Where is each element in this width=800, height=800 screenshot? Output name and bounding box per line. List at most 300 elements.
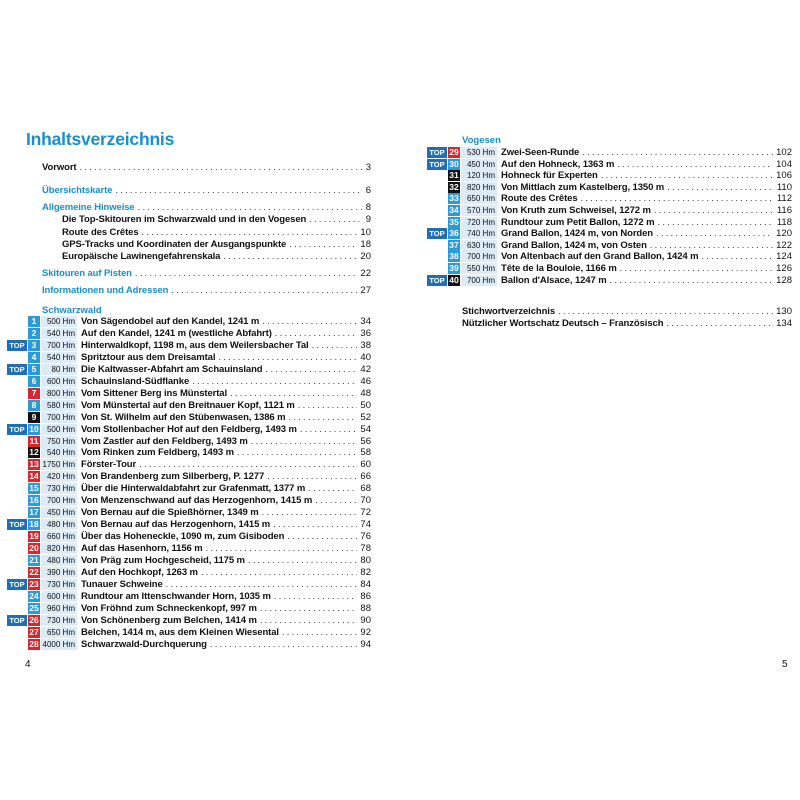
entry-label: Von Bernau auf das Herzogenhorn, 1415 m [81,519,273,531]
entry-label: Auf das Hasenhorn, 1156 m [81,543,206,555]
entry-label: Förster-Tour [81,459,139,471]
dot-leader [666,318,773,330]
entry-label: Vom Stollenbacher Hof auf den Feldberg, 1493 m [81,424,300,436]
dot-leader [312,340,358,352]
toc-leader-line [81,567,371,579]
tour-entry[interactable] [420,217,792,229]
toc-leader-line [462,306,792,318]
tour-entry[interactable] [0,388,371,400]
page-title: Inhaltsverzeichnis [26,129,175,149]
dot-leader [287,531,357,543]
tour-title-line [81,543,371,555]
tour-entry[interactable] [420,275,792,287]
tour-number-badge: 30 [449,158,459,169]
entry-page-number: 82 [357,567,371,579]
elevation-gain: 120 Hm [461,170,497,181]
elevation-gain: 580 Hm [41,400,77,411]
dot-leader [201,567,358,579]
entry-page-number: 52 [357,412,371,424]
entry-label: Hinterwaldkopf, 1198 m, aus dem Weilersbacher Tal [81,340,312,352]
top-badge: TOP [427,275,447,286]
elevation-gain: 730 Hm [41,483,77,494]
page-number-left: 4 [25,659,31,670]
toc-leader-line [501,205,792,217]
entry-label: Skitouren auf Pisten [42,268,135,280]
elevation-gain: 960 Hm [41,603,77,614]
top-badge: TOP [427,228,447,239]
toc-leader-line [81,364,371,376]
tour-entry[interactable] [0,376,371,388]
entry-page-number: 94 [357,639,371,651]
tour-entry[interactable] [420,251,792,263]
elevation-gain: 820 Hm [41,543,77,554]
toc-leader-line [81,507,371,519]
entry-page-number: 76 [357,531,371,543]
dot-leader [267,471,357,483]
dot-leader [115,185,362,197]
entry-page-number: 120 [773,228,792,240]
tour-entry[interactable] [420,170,792,182]
elevation-gain: 600 Hm [41,591,77,602]
tour-title-line [81,639,371,651]
entry-label: Schwarzwald-Durchquerung [81,639,210,651]
dot-leader [289,239,357,251]
tour-entry[interactable] [0,567,371,579]
entry-page-number: 66 [357,471,371,483]
tour-entry[interactable] [420,182,792,194]
tour-entry[interactable] [420,159,792,171]
top-badge: TOP [7,615,27,626]
elevation-gain: 700 Hm [461,275,497,286]
tour-title-line [81,579,371,591]
entry-page-number: 46 [357,376,371,388]
toc-leader-line [81,579,371,591]
tour-number-badge: 21 [29,555,39,565]
dot-leader [138,202,363,214]
entry-page-number: 102 [773,147,792,159]
dot-leader [581,193,774,205]
elevation-gain: 540 Hm [41,447,77,458]
dot-leader [656,228,773,240]
tour-title-line [81,412,371,424]
toc-entry[interactable] [62,239,371,251]
dot-leader [308,483,357,495]
toc-leader-line [501,240,792,252]
toc-leader-line [42,285,371,297]
entry-label: Vom Sittener Berg ins Münstertal [81,388,230,400]
tour-number-badge: 39 [449,263,459,273]
tour-title-line [81,495,371,507]
tour-number-badge: 38 [449,251,459,262]
tour-entry[interactable] [0,627,371,639]
entry-page-number: 9 [363,214,371,226]
tour-entry[interactable] [0,364,371,376]
tour-number-badge: 31 [449,170,459,181]
entry-label: Von Mittlach zum Kastelberg, 1350 m [501,182,667,194]
toc-leader-line [501,193,792,205]
toc-leader-line [81,352,371,364]
entry-page-number: 112 [774,193,792,205]
toc-leader-line [501,147,792,159]
tour-entry[interactable] [420,240,792,252]
tour-entry[interactable] [420,147,792,159]
toc-leader-line [42,185,371,197]
tour-entry[interactable] [0,579,371,591]
dot-leader [266,364,358,376]
elevation-gain: 420 Hm [41,471,77,482]
entry-label: Vom Zastler auf den Feldberg, 1493 m [81,436,251,448]
toc-leader-line [81,495,371,507]
entry-page-number: 128 [773,275,792,287]
elevation-gain: 480 Hm [41,519,77,530]
dot-leader [248,555,358,567]
toc-leader-line [81,627,371,639]
toc-entry[interactable] [462,318,792,330]
top-badge: TOP [427,147,447,158]
tour-title-line [81,507,371,519]
entry-page-number: 134 [773,318,792,330]
tour-number-badge: 20 [29,543,39,554]
elevation-gain: 570 Hm [461,205,497,216]
dot-leader [620,263,773,275]
entry-label: Ballon d'Alsace, 1247 m [501,275,610,287]
toc-leader-line [62,239,371,251]
entry-page-number: 27 [357,285,371,297]
elevation-gain: 80 Hm [41,364,77,375]
dot-leader [298,400,358,412]
toc-leader-line [462,318,792,330]
tour-title-line [81,352,371,364]
tour-number-badge: 28 [29,638,39,649]
tour-number-badge: 13 [29,459,39,470]
entry-label: Von Fröhnd zum Schneckenkopf, 997 m [81,603,260,615]
dot-leader [582,147,773,159]
elevation-gain: 390 Hm [41,567,77,578]
tour-entry[interactable] [0,424,371,436]
tour-title-line [501,228,792,240]
entry-label: Nützlicher Wortschatz Deutsch – Französisch [462,318,666,330]
tour-number-badge: 3 [28,340,40,351]
tour-entry[interactable] [0,447,371,459]
tour-number-badge: 8 [28,400,40,411]
tour-number-badge: 18 [29,519,39,530]
toc-leader-line [81,316,371,328]
tour-number-badge: 34 [449,205,459,215]
tour-entry[interactable] [0,531,371,543]
entry-label: Auf den Hohneck, 1363 m [501,159,617,171]
tour-entry[interactable] [0,615,371,627]
tour-entry[interactable] [0,316,371,328]
toc-leader-line [81,400,371,412]
tour-title-line [501,251,792,263]
entry-page-number: 78 [357,543,371,555]
entry-page-number: 34 [357,316,371,328]
tour-entry[interactable] [0,603,371,615]
tour-number-badge: 1 [28,316,40,327]
tour-entry[interactable] [0,639,371,651]
section-title-vogesen: Vogesen [462,135,501,146]
tour-number-badge: 12 [29,447,39,458]
dot-leader [275,328,358,340]
tour-title-line [81,459,371,471]
tour-title-line [81,615,371,627]
tour-title-line [81,531,371,543]
tour-title-line [501,217,792,229]
entry-page-number: 56 [357,436,371,448]
entry-label: Von Schönenberg zum Belchen, 1414 m [81,615,260,627]
toc-leader-line [501,182,792,194]
tour-number-badge: 25 [29,602,39,613]
tour-number-badge: 36 [449,228,459,239]
elevation-gain: 700 Hm [461,251,497,262]
toc-leader-line [501,170,792,182]
dot-leader [251,436,358,448]
entry-page-number: 6 [363,185,371,197]
tour-entry[interactable] [0,507,371,519]
entry-label: Über die Hinterwaldabfahrt zur Grafenmatt, 1377 m [81,483,308,495]
entry-label: Vom Rinken zum Feldberg, 1493 m [81,447,237,459]
tour-entry[interactable] [420,193,792,205]
tour-entry[interactable] [0,495,371,507]
toc-leader-line [81,376,371,388]
elevation-gain: 720 Hm [461,217,497,228]
entry-label: Spritztour aus dem Dreisamtal [81,352,218,364]
toc-leader-line [62,227,371,239]
entry-page-number: 122 [773,240,792,252]
toc-entry[interactable] [62,214,371,226]
elevation-gain: 530 Hm [461,147,497,158]
tour-entry[interactable] [0,483,371,495]
elevation-gain: 600 Hm [41,376,77,387]
entry-page-number: 68 [357,483,371,495]
tour-number-badge: 35 [449,216,459,227]
elevation-gain: 550 Hm [461,263,497,274]
toc-leader-line [81,471,371,483]
toc-leader-line [81,555,371,567]
tour-title-line [81,436,371,448]
elevation-gain: 730 Hm [41,615,77,626]
entry-label: GPS-Tracks und Koordinaten der Ausgangspunkte [62,239,289,251]
tour-number-badge: 6 [28,376,40,387]
top-badge: TOP [7,424,27,435]
toc-entry[interactable] [42,285,371,297]
tour-entry[interactable] [0,591,371,603]
tour-entry[interactable] [0,352,371,364]
tour-number-badge: 11 [29,435,39,446]
entry-label: Von Altenbach auf den Grand Ballon, 1424 m [501,251,701,263]
tour-entry[interactable] [0,543,371,555]
dot-leader [601,170,773,182]
toc-entry[interactable] [42,185,371,197]
dot-leader [171,285,357,297]
entry-label: Von Kruth zum Schweisel, 1272 m [501,205,654,217]
tour-number-badge: 16 [29,495,39,506]
tour-number-badge: 24 [29,590,39,601]
toc-entry[interactable] [62,227,371,239]
dot-leader [237,447,357,459]
entry-label: Von Präg zum Hochgescheid, 1175 m [81,555,248,567]
entry-label: Europäische Lawinengefahrenskala [62,251,223,263]
toc-leader-line [42,202,371,214]
toc-entry[interactable] [62,251,371,263]
dot-leader [218,352,357,364]
dot-leader [262,507,358,519]
entry-label: Route des Crêtes [62,227,142,239]
elevation-gain: 700 Hm [41,495,77,506]
entry-page-number: 54 [357,424,371,436]
tour-title-line [501,275,792,287]
entry-label: Auf den Hochkopf, 1263 m [81,567,201,579]
entry-label: Grand Ballon, 1424 m, von Osten [501,240,650,252]
elevation-gain: 450 Hm [41,507,77,518]
entry-page-number: 50 [357,400,371,412]
tour-title-line [81,388,371,400]
toc-leader-line [81,531,371,543]
elevation-gain: 740 Hm [461,228,497,239]
entry-label: Von Sägendobel auf den Kandel, 1241 m [81,316,262,328]
entry-page-number: 10 [357,227,371,239]
toc-leader-line [501,159,792,171]
elevation-gain: 660 Hm [41,531,77,542]
tour-title-line [81,471,371,483]
entry-page-number: 40 [357,352,371,364]
elevation-gain: 500 Hm [41,316,77,327]
tour-number-badge: 10 [29,423,39,434]
entry-page-number: 104 [773,159,792,171]
entry-label: Übersichtskarte [42,185,115,197]
right-page [400,0,800,800]
entry-page-number: 90 [357,615,371,627]
elevation-gain: 750 Hm [41,436,77,447]
tour-title-line [81,603,371,615]
tour-entry[interactable] [0,436,371,448]
toc-leader-line [81,483,371,495]
elevation-gain: 800 Hm [41,388,77,399]
entry-label: Auf den Kandel, 1241 m (westliche Abfahrt) [81,328,275,340]
entry-label: Allgemeine Hinweise [42,202,138,214]
entry-page-number: 38 [357,340,371,352]
elevation-gain: 500 Hm [41,424,77,435]
tour-number-badge: 5 [28,364,40,375]
tour-title-line [501,193,792,205]
elevation-gain: 700 Hm [41,412,77,423]
tour-title-line [81,447,371,459]
entry-label: Hohneck für Experten [501,170,601,182]
tour-title-line [81,400,371,412]
tour-number-badge: 37 [449,239,459,250]
entry-label: Von Menzenschwand auf das Herzogenhorn, 1415 m [81,495,315,507]
entry-label: Vorwort [42,162,80,174]
tour-title-line [81,424,371,436]
tour-entry[interactable] [0,471,371,483]
toc-leader-line [81,639,371,651]
tour-entry[interactable] [0,412,371,424]
entry-page-number: 8 [363,202,371,214]
tour-title-line [501,159,792,171]
tour-title-line [501,182,792,194]
entry-page-number: 84 [357,579,371,591]
elevation-gain: 540 Hm [41,352,77,363]
tour-entry[interactable] [0,340,371,352]
tour-title-line [81,328,371,340]
toc-leader-line [81,328,371,340]
entry-page-number: 126 [773,263,792,275]
tour-title-line [81,483,371,495]
toc-leader-line [501,228,792,240]
tour-entry[interactable] [420,228,792,240]
top-badge: TOP [7,364,27,375]
tour-number-badge: 33 [449,193,459,204]
tour-number-badge: 32 [449,181,459,192]
toc-leader-line [81,615,371,627]
toc-entry[interactable] [42,268,371,280]
dot-leader [610,275,774,287]
toc-leader-line [81,436,371,448]
entry-label: Rundtour zum Petit Ballon, 1272 m [501,217,657,229]
tour-title-line [501,240,792,252]
tour-entry[interactable] [0,328,371,340]
tour-title-line [81,376,371,388]
entry-label: Schauinsland-Südflanke [81,376,192,388]
entry-page-number: 18 [357,239,371,251]
tour-title-line [81,364,371,376]
entry-label: Von St. Wilhelm auf den Stübenwasen, 1386 m [81,412,288,424]
tour-entry[interactable] [0,400,371,412]
entry-page-number: 118 [774,217,792,229]
dot-leader [701,251,773,263]
entry-page-number: 42 [357,364,371,376]
top-badge: TOP [427,159,447,170]
entry-label: Zwei-Seen-Runde [501,147,582,159]
toc-leader-line [81,459,371,471]
tour-entry[interactable] [420,263,792,275]
tour-title-line [501,147,792,159]
tour-entry[interactable] [420,205,792,217]
toc-entry[interactable] [42,202,371,214]
elevation-gain: 730 Hm [41,579,77,590]
entry-page-number: 74 [357,519,371,531]
elevation-gain: 700 Hm [41,340,77,351]
dot-leader [650,240,773,252]
toc-entry[interactable] [42,162,371,174]
tour-entry[interactable] [0,459,371,471]
tour-number-badge: 2 [28,328,40,339]
tour-entry[interactable] [0,519,371,531]
toc-leader-line [62,251,371,263]
tour-number-badge: 29 [449,147,459,157]
dot-leader [260,603,358,615]
entry-page-number: 106 [773,170,792,182]
tour-number-badge: 23 [29,578,39,589]
dot-leader [223,251,357,263]
entry-label: Stichwortverzeichnis [462,306,558,318]
top-badge: TOP [7,519,27,530]
dot-leader [300,424,358,436]
toc-leader-line [81,340,371,352]
entry-label: Grand Ballon, 1424 m, von Norden [501,228,656,240]
dot-leader [260,615,358,627]
dot-leader [667,182,774,194]
tour-number-badge: 14 [29,471,39,482]
entry-page-number: 60 [357,459,371,471]
dot-leader [230,388,357,400]
toc-entry[interactable] [462,306,792,318]
toc-leader-line [81,388,371,400]
entry-label: Rundtour am Ittenschwander Horn, 1035 m [81,591,274,603]
section-title-schwarzwald: Schwarzwald [42,305,102,316]
dot-leader [654,205,774,217]
tour-entry[interactable] [0,555,371,567]
